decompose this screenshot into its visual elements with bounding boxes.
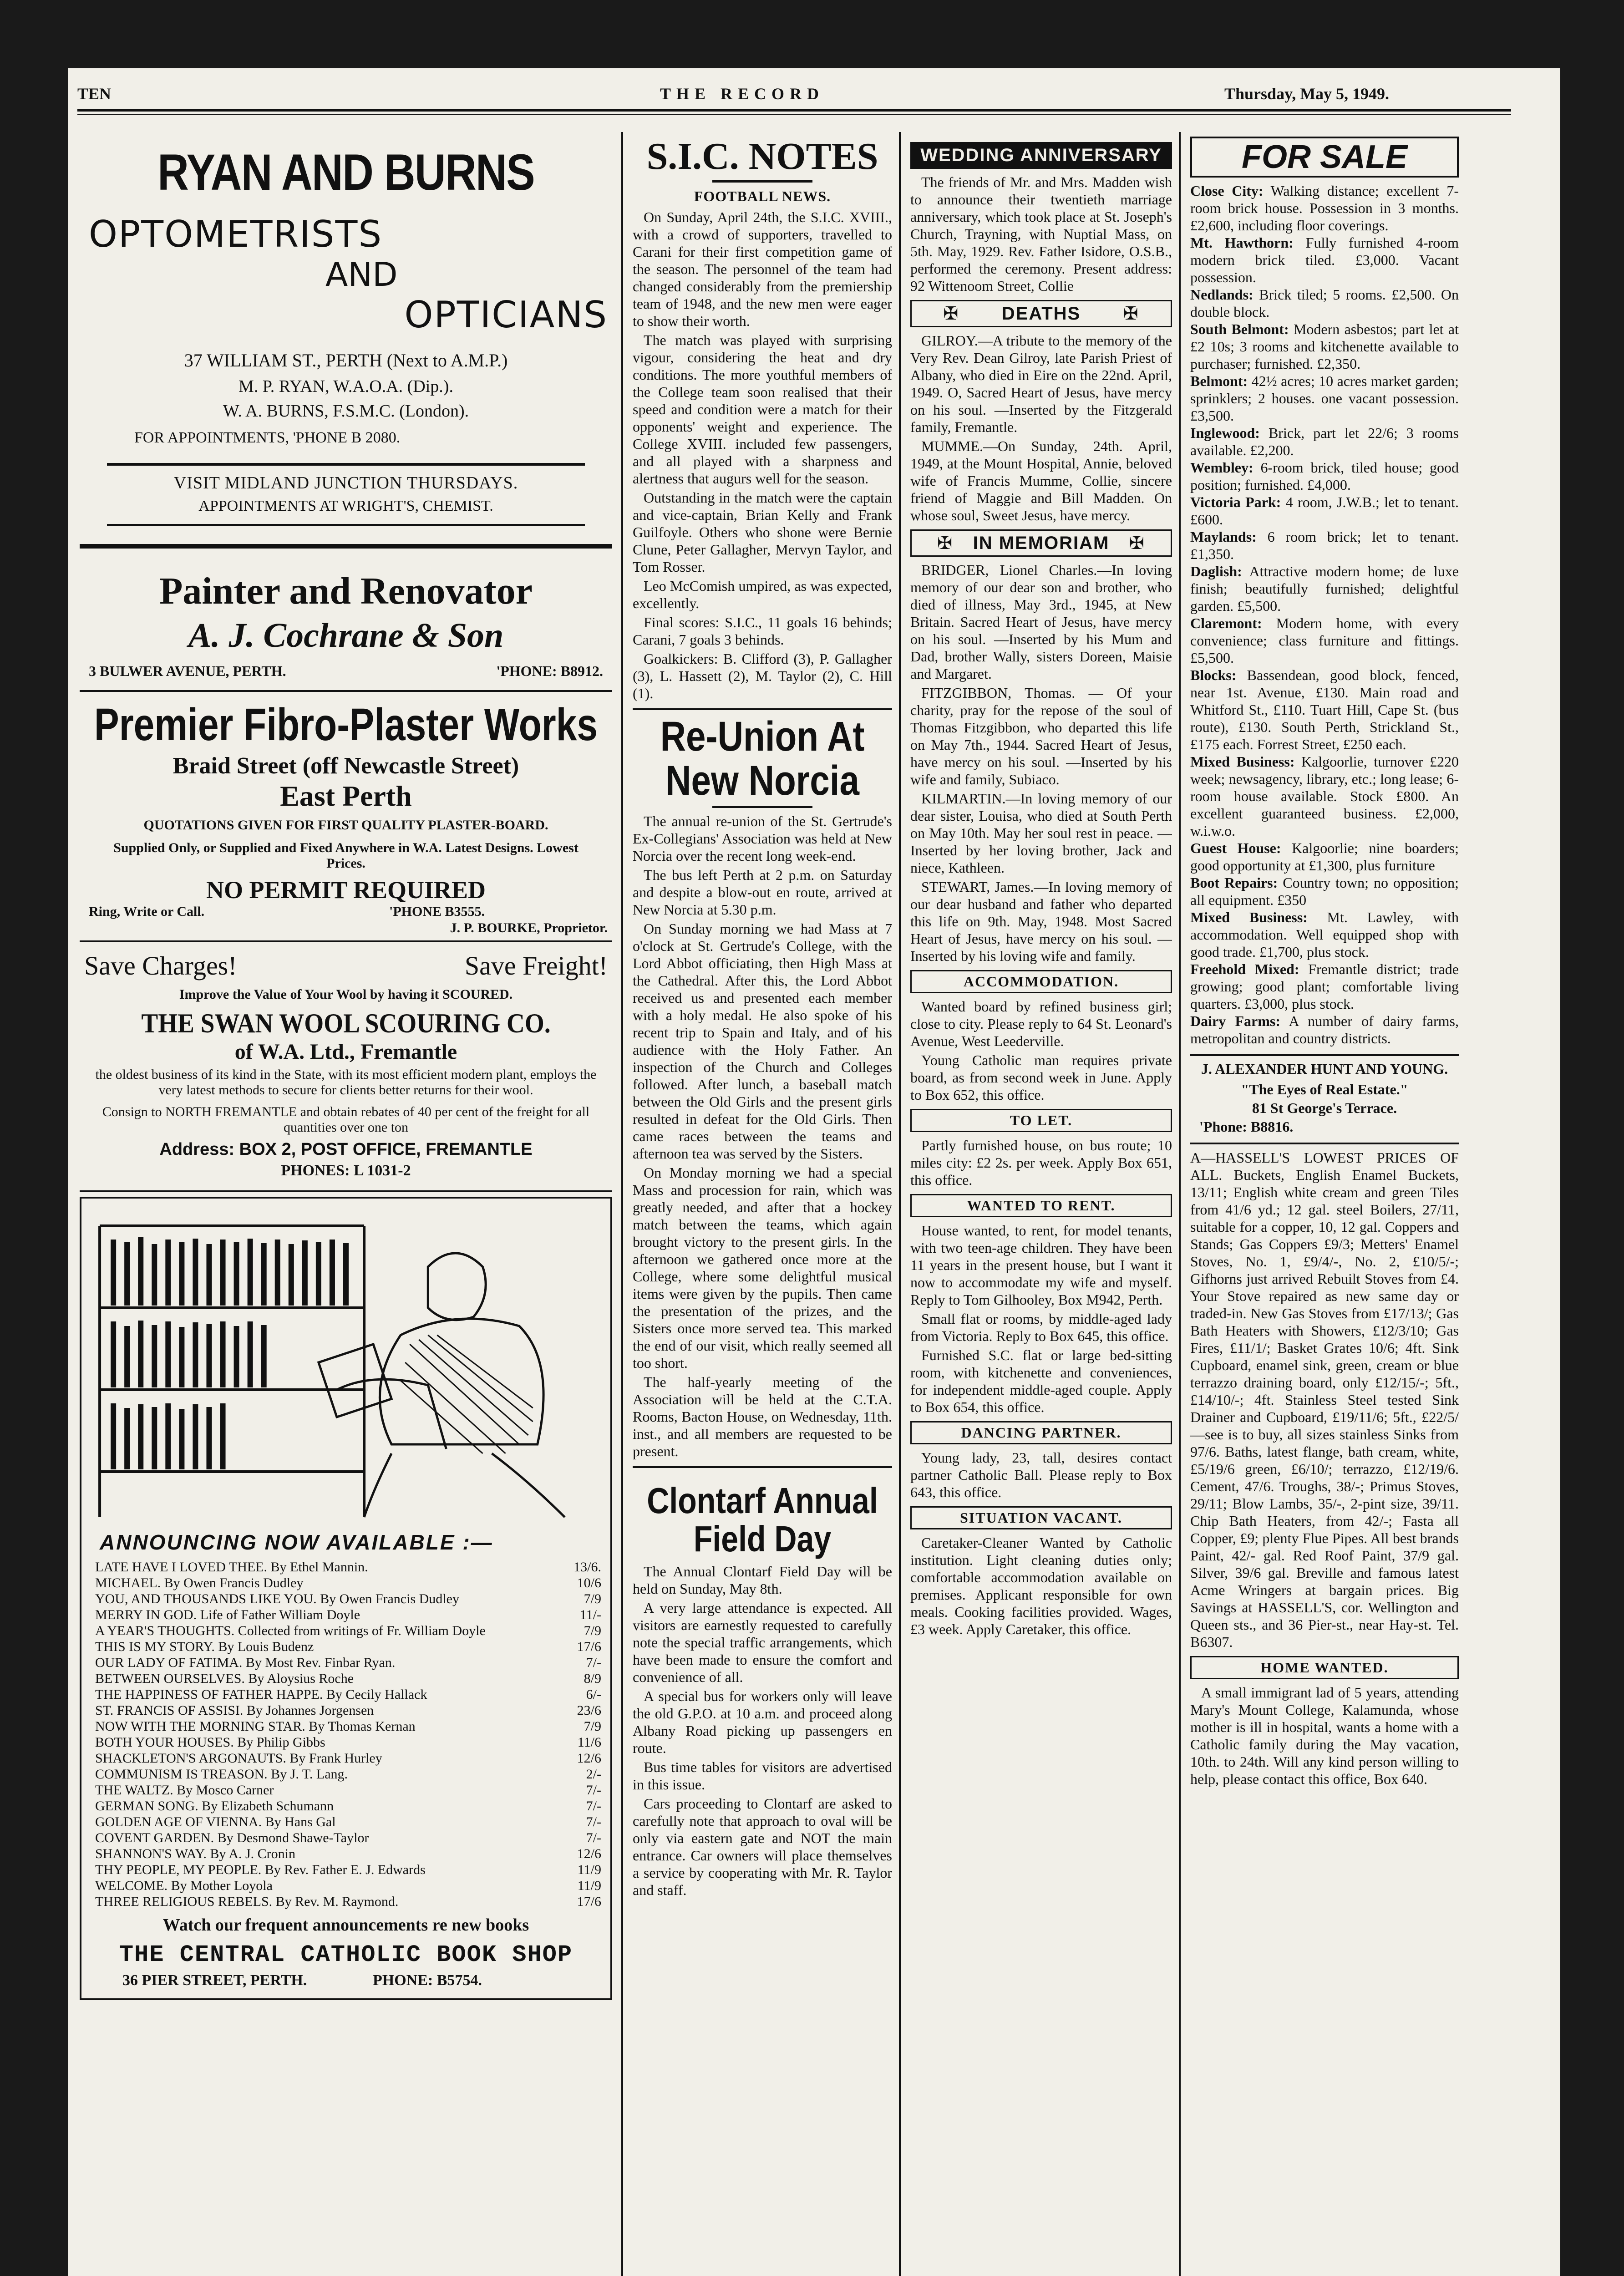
book-price: 13/6. (573, 1559, 601, 1575)
cross-icon: ✠ (937, 533, 954, 554)
book-item (95, 1639, 601, 1655)
sale-listing-heading: Dairy Farms: (1190, 1013, 1280, 1029)
book-price: 17/6 (577, 1639, 601, 1654)
sale-listing-text: Modern home, with every convenience; class furniture and fittings. £5,500. (1190, 615, 1459, 666)
torent-heading: WANTED TO RENT. (910, 1194, 1172, 1217)
book-item (95, 1878, 601, 1894)
ryan-wrights: APPOINTMENTS AT WRIGHT'S, CHEMIST. (198, 497, 493, 514)
reunion-paragraph: The annual re-union of the St. Gertrude's Ex-Collegians' Association was held at New Norcia over the recent long week-end. (633, 813, 892, 864)
painter-name: A. J. Cochrane & Son (188, 616, 504, 655)
sale-listing-heading: Mt. Hawthorn: (1190, 234, 1294, 251)
sale-listing (1190, 615, 1459, 666)
sale-listing-text: Brick, part let 22/6; 3 rooms available. £2,200. (1190, 425, 1459, 458)
sale-listing-heading: Inglewood: (1190, 425, 1260, 441)
sale-listing (1190, 234, 1459, 286)
book-item (95, 1687, 601, 1702)
sale-listing-text: Modern asbestos; part let at £2 10s; 3 rooms and kitchenette available to purchaser; furnished. £2,350. (1190, 321, 1459, 372)
memoriam-notice: STEWART, James.—In loving memory of our dear husband and father who departed this life on 9th. May, 1948. Most Sacred Heart of Jesus, have mercy on his soul. —Inserted by his loving wife and family. (910, 879, 1172, 964)
book-title: WELCOME. By Mother Loyola (95, 1878, 273, 1893)
sale-listing (1190, 459, 1459, 493)
sale-listing (1190, 753, 1459, 839)
bookshop-phone: PHONE: B5754. (373, 1971, 482, 1989)
clontarf-paragraph: The Annual Clontarf Field Day will be held on Sunday, May 8th. (633, 1563, 892, 1597)
painter-title: Painter and Renovator (159, 569, 533, 612)
torent-notice: Small flat or rooms, by middle-aged lady from Victoria. Reply to Box 645, this office. (910, 1311, 1172, 1344)
book-price: 11/9 (577, 1862, 601, 1877)
ryan-person-1: M. P. RYAN, W.A.O.A. (Dip.). (239, 376, 453, 396)
premier-permit: NO PERMIT REQUIRED (206, 876, 486, 904)
swan-oldest: the oldest business of its kind in the State, with its most efficient modern plant, employs the very latest methods to secure for clients better returns for their wool. (95, 1067, 597, 1097)
sale-listing-heading: Freehold Mixed: (1190, 961, 1299, 977)
book-item (95, 1830, 601, 1846)
book-title: MICHAEL. By Owen Francis Dudley (95, 1575, 304, 1590)
column-rule-2 (899, 132, 901, 2276)
book-price: 8/9 (584, 1671, 601, 1686)
cross-icon: ✠ (1123, 303, 1139, 324)
book-title: YOU, AND THOUSANDS LIKE YOU. By Owen Francis Dudley (95, 1591, 459, 1606)
reunion-paragraph: On Sunday morning we had Mass at 7 o'clock at St. Gertrude's College, with the Lord Abbot officiating, then High Mass at the Cathedral. After this, the Lord Abbot received us and presented each member with a holy medal. He also spoke of his recent trip to Spain and Italy, and of his audience with the Holy Father. An inspection of the Church and Colleges followed. After lunch, a baseball match between the Old Girls and the present girls resulted in defeat for the Old Girls. Then came races between the teams and afternoon tea was served by the Sisters. (633, 920, 892, 1162)
book-title: GERMAN SONG. By Elizabeth Schumann (95, 1798, 334, 1814)
book-price: 17/6 (577, 1894, 601, 1909)
sale-listing (1190, 960, 1459, 1012)
sic-paragraph: Final scores: S.I.C., 11 goals 16 behinds; Carani, 7 goals 3 behinds. (633, 614, 892, 648)
book-title: BETWEEN OURSELVES. By Aloysius Roche (95, 1671, 354, 1686)
swan-company-2: of W.A. Ltd., Fremantle (234, 1039, 457, 1064)
swan-ad (80, 947, 612, 1179)
sale-listing (1190, 372, 1459, 424)
torent-list (910, 1222, 1172, 1416)
deaths-list (910, 332, 1172, 524)
book-price: 7/9 (584, 1718, 601, 1734)
clontarf-title: Clontarf Annual Field Day (647, 1480, 878, 1560)
masthead (77, 84, 1511, 102)
accommodation-heading: ACCOMMODATION. (910, 970, 1172, 993)
and-line: AND (325, 255, 398, 294)
clontarf-paragraph: Cars proceeding to Clontarf are asked to carefully note that approach to oval will be only via eastern gate and NOT the main entrance. Car owners will place themselves a service by cooperating with Mr. R. Taylor and staff. (633, 1795, 892, 1899)
premier-ad (80, 696, 612, 936)
news-column (633, 137, 892, 2276)
book-price: 11/- (579, 1607, 601, 1622)
column-rule-1 (621, 132, 623, 2276)
sale-listing-text: Mt. Lawley, with accommodation. Well equipped shop with good trade. £1,700, plus stock. (1190, 909, 1459, 960)
sale-listing-text: 6 room brick; let to tenant. £1,350. (1190, 528, 1459, 562)
swan-address: Address: BOX 2, POST OFFICE, FREMANTLE (159, 1139, 533, 1159)
book-title: COMMUNISM IS TREASON. By J. T. Lang. (95, 1766, 348, 1782)
forsale-heading: FOR SALE (1190, 137, 1459, 178)
book-item (95, 1655, 601, 1671)
premier-quotations: QUOTATIONS GIVEN FOR FIRST QUALITY PLASTER-BOARD. (143, 817, 548, 833)
book-price: 12/6 (577, 1750, 601, 1766)
notices-column (910, 137, 1172, 2276)
book-price: 7/- (586, 1782, 601, 1798)
sale-listing-text: Kalgoorlie, turnover £220 week; newsagency, library, etc.; long lease; 6-room house available. Stock £800. An excellent guaranteed business. £2,000, w.i.w.o. (1190, 753, 1459, 839)
sale-listing (1190, 1012, 1459, 1047)
book-price: 7/9 (584, 1623, 601, 1638)
header-rule-thin (77, 114, 1511, 115)
book-item (95, 1671, 601, 1687)
sale-listing (1190, 320, 1459, 372)
cross-icon: ✠ (1129, 533, 1146, 554)
agent-name: J. ALEXANDER HUNT AND YOUNG. (1201, 1061, 1448, 1077)
book-title: SHANNON'S WAY. By A. J. Cronin (95, 1846, 295, 1861)
sale-listing-heading: Claremont: (1190, 615, 1262, 631)
sic-paragraph: On Sunday, April 24th, the S.I.C. XVIII., with a crowd of supporters, travelled to Carani for their first competition game of the season. The personnel of the team had changed considerably from the premiership team of 1948, and the new men were eager to show their worth. (633, 209, 892, 330)
sale-listing-heading: Mixed Business: (1190, 753, 1295, 770)
deaths-title: DEATHS (1001, 304, 1081, 324)
opticians-line: OPTICIANS (404, 293, 608, 336)
sale-listing (1190, 563, 1459, 615)
book-title: BOTH YOUR HOUSES. By Philip Gibbs (95, 1734, 325, 1750)
book-price: 7/9 (584, 1591, 601, 1606)
ads-column (80, 137, 612, 2276)
book-title: MERRY IN GOD. Life of Father William Doyle (95, 1607, 360, 1622)
accommodation-notice: Wanted board by refined business girl; close to city. Please reply to 64 St. Leonard's Avenue, West Leederville. (910, 998, 1172, 1049)
book-title: NOW WITH THE MORNING STAR. By Thomas Kernan (95, 1718, 416, 1734)
ryan-appointments: FOR APPOINTMENTS, 'PHONE B 2080. (134, 429, 401, 446)
swan-improve: Improve the Value of Your Wool by having it SCOURED. (179, 986, 513, 1002)
sale-listing-text: Fully furnished 4-room modern brick tiled. £3,000. Vacant possession. (1190, 234, 1459, 285)
newspaper-page (68, 68, 1560, 2276)
book-title: THE WALTZ. By Mosco Carner (95, 1782, 274, 1798)
agent-address: 81 St George's Terrace. (1252, 1100, 1397, 1116)
home-wanted-heading: HOME WANTED. (1190, 1656, 1459, 1679)
accommodation-list (910, 998, 1172, 1103)
book-price: 7/- (586, 1814, 601, 1829)
column-rule-3 (1179, 132, 1181, 2276)
memoriam-notice: KILMARTIN.—In loving memory of our dear sister, Louisa, who died at South Perth on May 10th. May her soul rest in peace. —Inserted by her loving brother, Jack and niece, Kathleen. (910, 790, 1172, 876)
situation-text: Caretaker-Cleaner Wanted by Catholic institution. Light cleaning duties only; comfortable accommodation available on premises. Applicant responsible for own meals. Cooking facilities provided. Wages, £3 week. Apply Caretaker, this office. (910, 1534, 1172, 1637)
book-item (95, 1766, 601, 1782)
book-price: 11/6 (577, 1734, 601, 1750)
cross-icon: ✠ (943, 303, 959, 324)
sic-subtitle: FOOTBALL NEWS. (694, 188, 831, 205)
sale-listing-heading: Blocks: (1190, 667, 1237, 683)
sale-listing-text: A number of dairy farms, metropolitan and country districts. (1190, 1013, 1459, 1047)
memoriam-notice: FITZGIBBON, Thomas. — Of your charity, pray for the repose of the soul of Thomas Fitzgibbon, who departed this life on May 7th., 1944. Sacred Heart of Jesus, have mercy on his soul. —Inserted by his wife and family, Subiaco. (910, 685, 1172, 787)
agent-phone: 'Phone: B8816. (1199, 1118, 1294, 1135)
reunion-title: Re-Union At New Norcia (660, 713, 865, 804)
paper-name: THE RECORD (660, 85, 825, 103)
sale-listing-text: Attractive modern home; de luxe finish; beautifully furnished; delightful garden. £5,500. (1190, 563, 1459, 614)
book-item (95, 1814, 601, 1830)
book-item (95, 1607, 601, 1623)
accommodation-notice: Young Catholic man requires private board, as from second week in June. Apply to Box 652, this office. (910, 1052, 1172, 1103)
book-title: SHACKLETON'S ARGONAUTS. By Frank Hurley (95, 1750, 382, 1766)
hassell-ad: A—HASSELL'S LOWEST PRICES OF ALL. Buckets, English Enamel Buckets, 13/11; English white cream and green Tiles from 41/6 yd.; 12 gal. steel Boilers, 27/11, suitable for a copper, 10, 12 gal. Coppers and Stands; Gas Coppers £9/3; Metters' Enamel Stoves, No. 1, £9/4/-, No. 2, £10/5/-; Gifhorns just arrived Rebuilt Stoves from £4. Your Stove repaired as new same day or traded-in. New Gas Stoves from £17/13/; Gas Bath Heaters with Showers, £12/3/10; Gas Fires, £11/1/; Basket Grates 10/6; 4ft. Sink Cupboard, enamel sink, green, cream or blue terrazzo draining board, only £12/15/-; 5ft., £14/10/-; 4ft. Stainless Steel tested Sink Drainer and Cupboard, £19/11/6; 5ft., £22/5/—see is to buy, all sizes stainless Sinks from 97/6. Baths, latest flange, bath cream, white, £5/19/6 green, £6/10/; terrazzo, £12/19/6. Cement, 47/6. Troughs, 38/-; Primus Stoves, 29/11; Blow Lambs, 35/-, 2-pint size, 39/11. Chip Bath Heaters, from 42/-; Fasta all Copper, £9; plenty Flue Pipes. All best brands Paint, 42/- gal. Red Roof Paint, 37/9 gal. Silver, 39/6 gal. Breville and famous latest Acme Wringers at bargain prices. Big Savings at HASSELL'S, cor. Wellington and Queen sts., and 36 Pier-st., near Hay-st. Tel. B6307. (1190, 1149, 1459, 1650)
ryan-burns-ad (80, 146, 612, 526)
ryan-person-2: W. A. BURNS, F.S.M.C. (London). (223, 401, 469, 421)
premier-ring: Ring, Write or Call. (89, 904, 205, 919)
sale-listing-heading: South Belmont: (1190, 321, 1289, 337)
death-notice: GILROY.—A tribute to the memory of the Very Rev. Dean Gilroy, late Parish Priest of Albany, who died in Eire on the 22nd. April, 1949. O, Sacred Heart of Jesus, have mercy on his soul. —Inserted by the Fitzgerald family, Fremantle. (910, 332, 1172, 435)
premier-title: Premier Fibro-Plaster Works (94, 699, 598, 750)
book-title: GOLDEN AGE OF VIENNA. By Hans Gal (95, 1814, 336, 1829)
save-freight: Save Freight! (464, 950, 608, 981)
reunion-paragraph: On Monday morning we had a special Mass and procession for rain, which was greatly needed, and after that a hockey match between the teams, which again brought victory to the present girls. In the afternoon we gathered once more at the College, where some delightful musical items were given by the pupils. Then came the presentation of the prizes, and the Sisters once more served tea. This marked the end of our visit, which really seemed all too short. (633, 1164, 892, 1372)
reunion-paragraph: The bus left Perth at 2 p.m. on Saturday and despite a blow-out en route, arrived at New Norcia at 5.30 p.m. (633, 867, 892, 918)
books-heading: ANNOUNCING NOW AVAILABLE :— (100, 1530, 493, 1554)
sale-listing-heading: Wembley: (1190, 459, 1254, 476)
sic-body (633, 208, 892, 702)
book-item (95, 1623, 601, 1639)
bookshop-address: 36 PIER STREET, PERTH. (122, 1971, 307, 1989)
torent-notice: House wanted, to rent, for model tenants, with two teen-age children. They have been 11 years in the present house, but I want it now to accommodate my wife and myself. Reply to Tom Gilhooley, Box M942, Perth. (910, 1222, 1172, 1308)
bookshop-name: THE CENTRAL CATHOLIC BOOK SHOP (119, 1941, 573, 1968)
sale-listing-text: Brick tiled; 5 rooms. £2,500. On double block. (1190, 286, 1459, 320)
header-rule (77, 109, 1511, 112)
sale-listing-heading: Boot Repairs: (1190, 874, 1278, 891)
reunion-body (633, 813, 892, 1460)
deaths-heading (910, 300, 1172, 327)
book-item (95, 1702, 601, 1718)
sale-listing-text: Kalgoorlie; nine boarders; good opportunity at £1,300, plus furniture (1190, 840, 1459, 874)
book-item (95, 1559, 601, 1575)
tolet-heading: TO LET. (910, 1109, 1172, 1132)
sic-paragraph: Outstanding in the match were the captain and vice-captain, Brian Kelly and Frank Guilfoyle. Others who shone were Bernie Clune, Peter Gallagher, Mervyn Taylor, and Tom Rosser. (633, 489, 892, 575)
memoriam-title: IN MEMORIAM (973, 533, 1110, 553)
sic-paragraph: Goalkickers: B. Clifford (3), P. Gallagher (3), L. Hassett (2), M. Taylor (2), C. Hill (1). (633, 650, 892, 702)
book-title: LATE HAVE I LOVED THEE. By Ethel Mannin. (95, 1559, 368, 1575)
premier-place: East Perth (280, 779, 412, 812)
torent-notice: Furnished S.C. flat or large bed-sitting room, with kitchenette and conveniences, for independent middle-aged couple. Apply to Box 654, this office. (910, 1347, 1172, 1415)
home-wanted-text: A small immigrant lad of 5 years, attending Mary's Mount College, Kalamunda, whose mother is ill in hospital, wants a home with a Catholic family during the May vacation, 10th. to 24th. Will any kind person willing to help, please contact this office, Box 640. (1190, 1684, 1459, 1787)
book-title: COVENT GARDEN. By Desmond Shawe-Taylor (95, 1830, 369, 1845)
agent-slogan: "The Eyes of Real Estate." (1241, 1081, 1408, 1097)
save-charges: Save Charges! (84, 950, 237, 981)
book-price: 2/- (586, 1766, 601, 1782)
sale-listing-text: Walking distance; excellent 7-room brick house. Possession in 3 months. £2,600, including floor coverings. (1190, 183, 1459, 234)
sale-listing (1190, 424, 1459, 459)
swan-consign: Consign to NORTH FREMANTLE and obtain rebates of 40 per cent of the freight for all quantities over one ton (102, 1104, 590, 1135)
sale-listing-text: 42½ acres; 10 acres market garden; sprinklers; 2 houses. one vacant possession. £3,500. (1190, 373, 1459, 424)
book-title: THE HAPPINESS OF FATHER HAPPE. By Cecily Hallack (95, 1687, 427, 1702)
book-item (95, 1782, 601, 1798)
painter-address: 3 BULWER AVENUE, PERTH. (89, 662, 286, 679)
sale-listing (1190, 874, 1459, 909)
book-price: 6/- (586, 1687, 601, 1702)
ryan-visit: VISIT MIDLAND JUNCTION THURSDAYS. (173, 473, 518, 493)
sic-title: S.I.C. NOTES (646, 137, 878, 178)
sic-paragraph: The match was played with surprising vigour, considering the heat and dry conditions. The more youthful members of the College team soon realised that their speed and condition were a match for their opponents' weight and experience. The College XVIII. included few passengers, and all played with a sharpness and alertness that augurs well for the season. (633, 332, 892, 487)
reader-illustration (81, 1199, 610, 1526)
sale-listing-heading: Close City: (1190, 183, 1264, 199)
issue-date: Thursday, May 5, 1949. (1224, 85, 1390, 103)
book-item (95, 1846, 601, 1862)
swan-company: THE SWAN WOOL SCOURING CO. (141, 1008, 551, 1038)
dancing-text: Young lady, 23, tall, desires contact partner Catholic Ball. Please reply to Box 643, this office. (910, 1449, 1172, 1500)
book-price: 10/6 (577, 1575, 601, 1590)
book-title: OUR LADY OF FATIMA. By Most Rev. Finbar Ryan. (95, 1655, 396, 1670)
painter-phone: 'PHONE: B8912. (496, 662, 603, 679)
sale-listing-heading: Belmont: (1190, 373, 1248, 389)
painter-ad (80, 553, 612, 686)
sale-listing (1190, 666, 1459, 753)
ryan-burns-title: RYAN AND BURNS (157, 144, 534, 201)
dancing-heading: DANCING PARTNER. (910, 1421, 1172, 1444)
book-title: THREE RELIGIOUS REBELS. By Rev. M. Raymond. (95, 1894, 399, 1909)
page-number: TEN (77, 85, 112, 103)
wedding-heading: WEDDING ANNIVERSARY (910, 142, 1172, 169)
book-title: ST. FRANCIS OF ASSISI. By Johannes Jorgensen (95, 1702, 374, 1718)
situation-heading: SITUATION VACANT. (910, 1506, 1172, 1529)
book-title: THIS IS MY STORY. By Louis Budenz (95, 1639, 314, 1654)
book-item (95, 1894, 601, 1910)
memoriam-notice: BRIDGER, Lionel Charles.—In loving memory of our dear son and brother, who died of illness, May 3rd., 1945, at New Britain. Sacred Heart of Jesus, have mercy on his soul. —Inserted by his Mum and Dad, brother Wally, sisters Doreen, Maisie and Margaret. (910, 562, 1172, 682)
memoriam-list (910, 561, 1172, 965)
book-price: 7/- (586, 1655, 601, 1670)
book-list (81, 1559, 610, 1910)
premier-proprietor: J. P. BOURKE, Proprietor. (450, 920, 608, 935)
premier-supplied: Supplied Only, or Supplied and Fixed Anywhere in W.A. Latest Designs. Lowest Prices. (113, 840, 579, 871)
sale-listing-heading: Nedlands: (1190, 286, 1254, 303)
optometrists-line: OPTOMETRISTS (89, 213, 383, 255)
sale-listing-text: Bassendean, good block, fenced, near 1st. Avenue, £130. Main road and Whitford St., £110. Tuart Hill, Cape St. (bus route), £130. South Perth, Strickland St., £175 each. Forrest Street, £250 each. (1190, 667, 1459, 752)
sale-listing (1190, 182, 1459, 234)
wedding-text: The friends of Mr. and Mrs. Madden wish to announce their twentieth marriage anniversary, which took place at St. Joseph's Church, Trayning, with Nuptial Mass, on 5th. May, 1929. Rev. Father Isidore, O.S.B., performed the ceremony. Present address: 92 Wittenoom Street, Collie (910, 174, 1172, 294)
book-item (95, 1575, 601, 1591)
clontarf-body (633, 1563, 892, 1899)
clontarf-paragraph: Bus time tables for visitors are advertised in this issue. (633, 1759, 892, 1793)
premier-phone: 'PHONE B3555. (389, 904, 485, 919)
sale-listing-heading: Mixed Business: (1190, 909, 1308, 925)
ryan-address: 37 WILLIAM ST., PERTH (Next to A.M.P.) (184, 350, 508, 371)
premier-street: Braid Street (off Newcastle Street) (173, 752, 519, 779)
book-item (95, 1734, 601, 1750)
sale-listing-text: 4 room, J.W.B.; let to tenant. £600. (1190, 494, 1459, 528)
classified-column (1190, 137, 1459, 2276)
book-item (95, 1591, 601, 1607)
sale-listing (1190, 839, 1459, 874)
sale-listing (1190, 493, 1459, 528)
sale-listing-heading: Daglish: (1190, 563, 1242, 579)
memoriam-heading (910, 529, 1172, 557)
book-price: 12/6 (577, 1846, 601, 1861)
book-price: 11/9 (577, 1878, 601, 1893)
bookshop-ad (80, 1197, 612, 2000)
book-title: A YEAR'S THOUGHTS. Collected from writings of Fr. William Doyle (95, 1623, 486, 1638)
death-notice: MUMME.—On Sunday, 24th. April, 1949, at the Mount Hospital, Annie, beloved wife of Francis Mumme, Collie, sincere friend of Maggie and Bill Madden. On whose soul, Sweet Jesus, have mercy. (910, 438, 1172, 523)
sale-listing-heading: Victoria Park: (1190, 494, 1281, 510)
book-item (95, 1750, 601, 1766)
clontarf-paragraph: A very large attendance is expected. All visitors are earnestly requested to carefully note the special traffic arrangements, which have been made to ensure the comfort and convenience of all. (633, 1600, 892, 1686)
book-item (95, 1798, 601, 1814)
sale-listing (1190, 909, 1459, 960)
book-title: THY PEOPLE, MY PEOPLE. By Rev. Father E. J. Edwards (95, 1862, 426, 1877)
sale-listing-heading: Maylands: (1190, 528, 1257, 545)
sale-listing-text: Country town; no opposition; all equipment. £350 (1190, 874, 1459, 908)
tolet-text: Partly furnished house, on bus route; 10 miles city: £2 2s. per week. Apply Box 651, this office. (910, 1137, 1172, 1188)
sale-listing (1190, 286, 1459, 320)
sale-listing (1190, 528, 1459, 563)
book-price: 7/- (586, 1798, 601, 1814)
books-watch: Watch our frequent announcements re new books (162, 1915, 529, 1935)
sale-listing-text: 6-room brick, tiled house; good position; furnished. £4,000. (1190, 459, 1459, 493)
book-item (95, 1718, 601, 1734)
forsale-list (1190, 182, 1459, 1047)
book-price: 23/6 (577, 1702, 601, 1718)
sale-listing-text: Fremantle district; trade growing; good plant; comfortable living quarters. £3,000, plus stock. (1190, 961, 1459, 1012)
book-item (95, 1862, 601, 1878)
sale-listing-heading: Guest House: (1190, 840, 1281, 856)
reunion-paragraph: The half-yearly meeting of the Association will be held at the C.T.A. Rooms, Bacton House, on Wednesday, 11th. inst., and all members are requested to be present. (633, 1374, 892, 1460)
sic-paragraph: Leo McComish umpired, as was expected, excellently. (633, 578, 892, 612)
book-price: 7/- (586, 1830, 601, 1845)
swan-phones: PHONES: L 1031-2 (281, 1162, 411, 1179)
clontarf-paragraph: A special bus for workers only will leave the old G.P.O. at 10 a.m. and proceed along Albany Road picking up passengers en route. (633, 1688, 892, 1757)
